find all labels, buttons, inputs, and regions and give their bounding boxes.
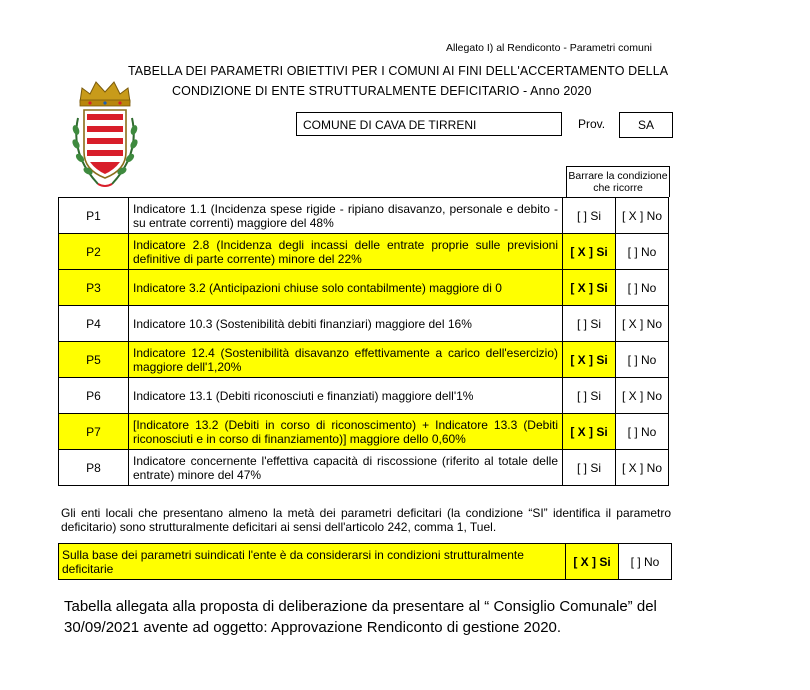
table-row xyxy=(59,342,669,378)
si-checkbox[interactable]: [ X ] Si xyxy=(563,414,616,450)
condition-column-header: Barrare la condizione che ricorre xyxy=(566,166,670,197)
si-checkbox[interactable]: [ ] Si xyxy=(563,306,616,342)
table-row xyxy=(59,378,669,414)
parameter-code: P7 xyxy=(59,414,129,450)
si-checkbox[interactable]: [ ] Si xyxy=(563,450,616,486)
parameter-code: P2 xyxy=(59,234,129,270)
summary-si-checkbox[interactable]: [ X ] Si xyxy=(566,544,619,580)
parameter-description: Indicatore 1.1 (Incidenza spese rigide - ripiano disavanzo, personale e debito - su entrate correnti) maggiore del 48% xyxy=(129,198,563,234)
table-row xyxy=(59,414,669,450)
parameter-description: [Indicatore 13.2 (Debiti in corso di riconoscimento) + Indicatore 13.3 (Debiti riconosciuti e in corso di finanziamento)] maggiore dello 0,60% xyxy=(129,414,563,450)
no-checkbox[interactable]: [ ] No xyxy=(616,342,669,378)
no-checkbox[interactable]: [ X ] No xyxy=(616,450,669,486)
no-checkbox[interactable]: [ X ] No xyxy=(616,378,669,414)
summary-no-checkbox[interactable]: [ ] No xyxy=(619,544,672,580)
parameter-code: P6 xyxy=(59,378,129,414)
table-row xyxy=(59,198,669,234)
table-row xyxy=(59,306,669,342)
document-caption: Tabella allegata alla proposta di deliberazione da presentare al “ Consiglio Comunale” del 30/09/2021 avente ad oggetto: Approvazione Rendiconto di gestione 2020. xyxy=(64,598,657,636)
si-checkbox[interactable]: [ ] Si xyxy=(563,198,616,234)
no-checkbox[interactable]: [ X ] No xyxy=(616,306,669,342)
parameter-code: P5 xyxy=(59,342,129,378)
comune-name-field: COMUNE DI CAVA DE TIRRENI xyxy=(296,112,562,136)
si-checkbox[interactable]: [ X ] Si xyxy=(563,342,616,378)
si-checkbox[interactable]: [ X ] Si xyxy=(563,270,616,306)
parameters-table xyxy=(58,197,669,486)
parameter-description: Indicatore 3.2 (Anticipazioni chiuse solo contabilmente) maggiore di 0 xyxy=(129,270,563,306)
prov-label: Prov. xyxy=(578,117,606,131)
explanatory-note: Gli enti locali che presentano almeno la metà dei parametri deficitari (la condizione “SI” identifica il parametro deficitario) sono strutturalmente deficitari ai sensi dell'articolo 242, comma 1, Tuel. xyxy=(61,506,671,534)
summary-row xyxy=(59,544,672,580)
parameter-description: Indicatore 10.3 (Sostenibilità debiti finanziari) maggiore del 16% xyxy=(129,306,563,342)
city-coat-of-arms-icon xyxy=(68,74,142,192)
si-checkbox[interactable]: [ ] Si xyxy=(563,378,616,414)
document-title-line2: CONDIZIONE DI ENTE STRUTTURALMENTE DEFICITARIO - Anno 2020 xyxy=(172,84,592,98)
parameter-description: Indicatore 13.1 (Debiti riconosciuti e finanziati) maggiore dell'1% xyxy=(129,378,563,414)
parameter-code: P8 xyxy=(59,450,129,486)
no-checkbox[interactable]: [ X ] No xyxy=(616,198,669,234)
no-checkbox[interactable]: [ ] No xyxy=(616,414,669,450)
parameter-code: P1 xyxy=(59,198,129,234)
parameter-code: P4 xyxy=(59,306,129,342)
table-row xyxy=(59,270,669,306)
no-checkbox[interactable]: [ ] No xyxy=(616,270,669,306)
parameter-description: Indicatore 2.8 (Incidenza degli incassi delle entrate proprie sulle previsioni definitive di parte corrente) minore del 22% xyxy=(129,234,563,270)
prov-value-field: SA xyxy=(619,112,673,138)
parameter-description: Indicatore concernente l'effettiva capacità di riscossione (riferito al totale delle entrate) minore del 47% xyxy=(129,450,563,486)
parameter-description: Indicatore 12.4 (Sostenibilità disavanzo effettivamente a carico dell'esercizio) maggiore dell'1,20% xyxy=(129,342,563,378)
parameter-code: P3 xyxy=(59,270,129,306)
table-row xyxy=(59,234,669,270)
summary-table xyxy=(58,543,672,580)
table-row xyxy=(59,450,669,486)
document-title-line1: TABELLA DEI PARAMETRI OBIETTIVI PER I COMUNI AI FINI DELL'ACCERTAMENTO DELLA xyxy=(128,64,669,78)
no-checkbox[interactable]: [ ] No xyxy=(616,234,669,270)
summary-description: Sulla base dei parametri suindicati l'ente è da considerarsi in condizioni strutturalmente deficitarie xyxy=(59,544,566,580)
allegato-label: Allegato I) al Rendiconto - Parametri comuni xyxy=(446,42,653,54)
si-checkbox[interactable]: [ X ] Si xyxy=(563,234,616,270)
